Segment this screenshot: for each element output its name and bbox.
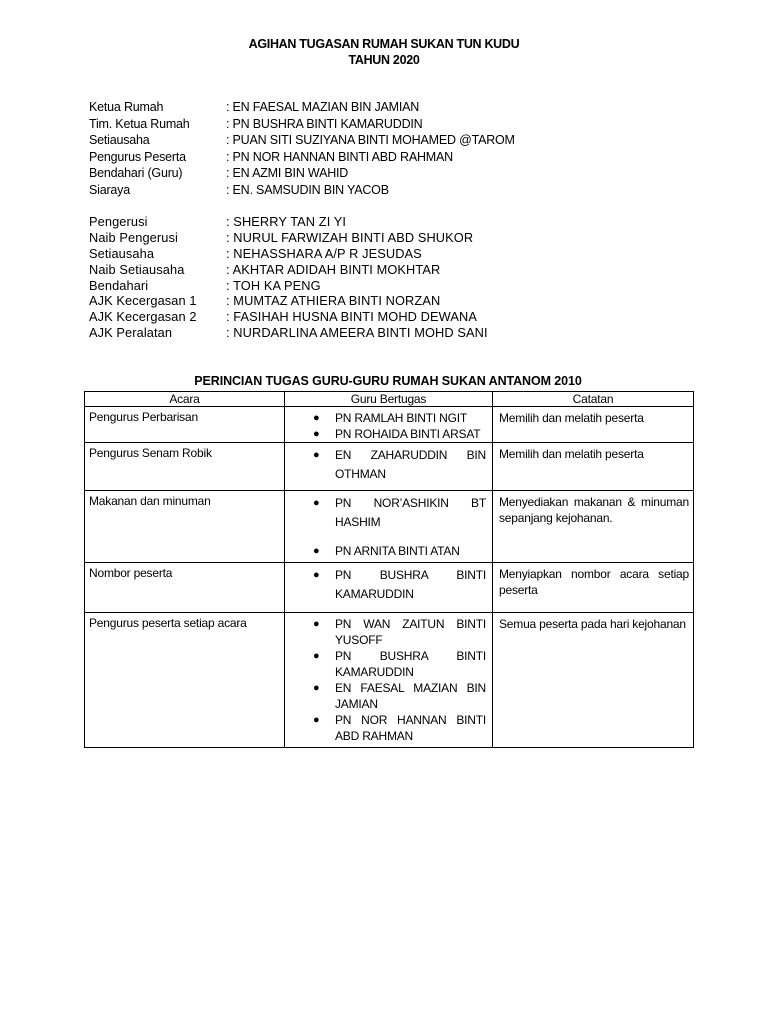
table-header-row [85, 392, 694, 407]
acara-cell: Pengurus Senam Robik [85, 443, 285, 491]
role-label: Tim. Ketua Rumah [89, 116, 190, 131]
guru-cell [285, 563, 493, 613]
role-label: AJK Kecergasan 1 [89, 293, 197, 309]
person-name: : PN BUSHRA BINTI KAMARUDDIN [226, 116, 423, 131]
guru-cell [285, 491, 493, 563]
acara-cell: Pengurus Perbarisan [85, 407, 285, 443]
person-name: : NURUL FARWIZAH BINTI ABD SHUKOR [226, 229, 474, 245]
table-row [85, 563, 694, 613]
role-label: Pengerusi [89, 214, 148, 229]
guru-cell [285, 443, 493, 491]
bullet-icon: ● [313, 569, 320, 581]
guru-cell [285, 407, 493, 443]
table-row [85, 407, 694, 443]
bullet-icon: ● [313, 449, 320, 461]
acara-cell: Pengurus peserta setiap acara [85, 613, 285, 748]
acara-cell: Makanan dan minuman [85, 491, 285, 563]
person-name: : PN NOR HANNAN BINTI ABD RAHMAN [226, 149, 453, 164]
person-name: : NURDARLINA AMEERA BINTI MOHD SANI [226, 325, 488, 341]
person-name: : AKHTAR ADIDAH BINTI MOKHTAR [226, 261, 441, 277]
role-label: Naib Pengerusi [89, 229, 178, 245]
bullet-icon: ● [313, 714, 320, 726]
duty-table-title: PERINCIAN TUGAS GURU-GURU RUMAH SUKAN ANTANOM 2010 [194, 374, 582, 388]
person-name: : PUAN SITI SUZIYANA BINTI MOHAMED @TAROM [226, 133, 515, 147]
list-item: ● PN ROHAIDA BINTI ARSAT [313, 427, 481, 441]
bullet-icon: ● [313, 428, 320, 440]
role-label: AJK Kecergasan 2 [89, 309, 197, 325]
list-item: ● PN WAN ZAITUN BINTI YUSOFF [313, 617, 486, 647]
person-name: : MUMTAZ ATHIERA BINTI NORZAN [226, 293, 441, 309]
bullet-icon: ● [313, 545, 320, 557]
catatan-cell: Memilih dan melatih peserta [493, 407, 694, 443]
catatan-cell: Memilih dan melatih peserta [493, 443, 694, 491]
table-row [85, 613, 694, 748]
list-item: ● PN ARNITA BINTI ATAN [313, 544, 460, 558]
duty-table [84, 391, 694, 748]
acara-cell: Nombor peserta [85, 563, 285, 613]
guru-list [285, 410, 492, 442]
person-name: : FASIHAH HUSNA BINTI MOHD DEWANA [226, 309, 477, 325]
role-label: AJK Peralatan [89, 325, 173, 341]
table-row [85, 491, 694, 563]
list-item: ● PN NOR’ASHIKIN BT HASHIM [313, 496, 486, 529]
list-item: ● PN RAMLAH BINTI NGIT [313, 411, 468, 425]
document-year: TAHUN 2020 [348, 53, 420, 67]
bullet-icon: ● [313, 497, 320, 509]
guru-list [285, 494, 492, 559]
role-label: Pengurus Peserta [89, 149, 186, 164]
list-item: ● PN NOR HANNAN BINTI ABD RAHMAN [313, 713, 486, 743]
catatan-cell: Menyiapkan nombor acara setiap peserta [493, 563, 694, 613]
role-label: Bendahari (Guru) [89, 166, 183, 180]
column-header-catatan: Catatan [493, 392, 694, 407]
column-header-acara: Acara [85, 392, 285, 407]
bullet-icon: ● [313, 412, 320, 424]
role-label: Ketua Rumah [89, 100, 164, 114]
bullet-icon: ● [313, 650, 320, 662]
bullet-icon: ● [313, 682, 320, 694]
guru-list [285, 446, 492, 484]
list-item: ● PN BUSHRA BINTI KAMARUDDIN [313, 649, 486, 679]
list-item: ● PN BUSHRA BINTI KAMARUDDIN [313, 568, 486, 601]
document-title: AGIHAN TUGASAN RUMAH SUKAN TUN KUDU [248, 37, 520, 51]
guru-list [285, 616, 492, 744]
guru-list [285, 566, 492, 604]
list-item: ● EN ZAHARUDDIN BIN OTHMAN [313, 448, 486, 481]
person-name: : SHERRY TAN ZI YI [226, 214, 347, 229]
person-name: : NEHASSHARA A/P R JESUDAS [226, 245, 422, 261]
catatan-cell: Semua peserta pada hari kejohanan [493, 613, 694, 748]
role-label: Setiausaha [89, 245, 155, 261]
role-label: Bendahari [89, 277, 149, 293]
person-name: : TOH KA PENG [226, 277, 321, 293]
person-name: : EN FAESAL MAZIAN BIN JAMIAN [226, 100, 420, 114]
role-label: Naib Setiausaha [89, 261, 185, 277]
role-label: Siaraya [89, 182, 130, 197]
role-label: Setiausaha [89, 133, 150, 147]
person-name: : EN AZMI BIN WAHID [226, 166, 349, 180]
person-name: : EN. SAMSUDIN BIN YACOB [226, 182, 389, 197]
bullet-icon: ● [313, 618, 320, 630]
column-header-guru-bertugas: Guru Bertugas [285, 392, 493, 407]
list-item: ● EN FAESAL MAZIAN BIN JAMIAN [313, 681, 486, 711]
table-row [85, 443, 694, 491]
catatan-cell: Menyediakan makanan & minuman sepanjang kejohanan. [493, 491, 694, 563]
guru-cell [285, 613, 493, 748]
